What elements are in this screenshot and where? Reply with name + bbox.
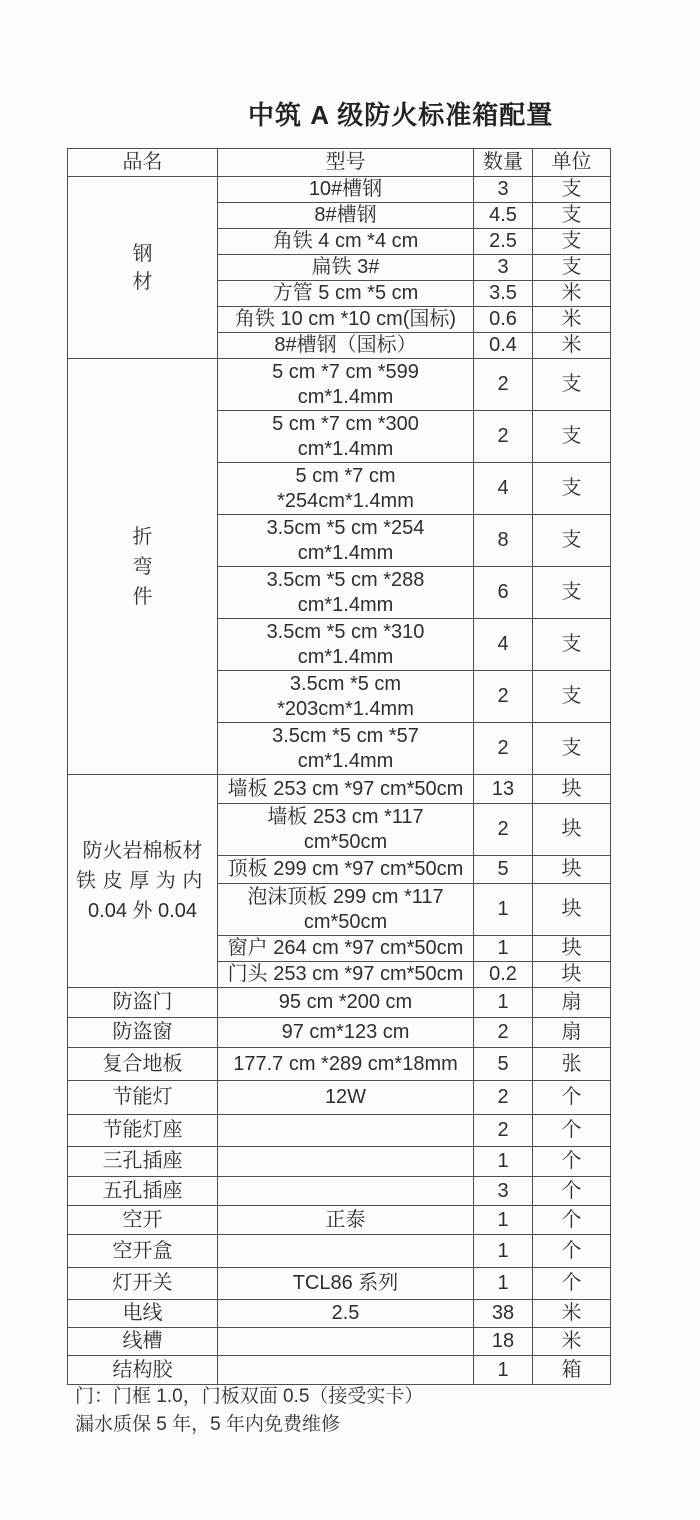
- cell-model: 3.5cm *5 cm *203cm*1.4mm: [218, 671, 474, 723]
- cell-quantity: 2: [474, 671, 533, 723]
- cell-model: [218, 1115, 474, 1147]
- column-header-quantity: 数量: [474, 149, 533, 177]
- cell-quantity: 3: [474, 1177, 533, 1206]
- cell-quantity: 2: [474, 804, 533, 856]
- cell-product-name: 防火岩棉板材 铁皮厚为内 0.04 外 0.04: [68, 775, 218, 988]
- column-header-model: 型号: [218, 149, 474, 177]
- cell-quantity: 38: [474, 1300, 533, 1328]
- cell-quantity: 1: [474, 1356, 533, 1385]
- cell-quantity: 1: [474, 1206, 533, 1235]
- cell-quantity: 4: [474, 619, 533, 671]
- cell-model: 5 cm *7 cm *300 cm*1.4mm: [218, 411, 474, 463]
- cell-model: 2.5: [218, 1300, 474, 1328]
- cell-unit: 个: [533, 1206, 611, 1235]
- table-row: [68, 1177, 611, 1206]
- cell-quantity: 4: [474, 463, 533, 515]
- cell-model: 角铁 4 cm *4 cm: [218, 229, 474, 255]
- cell-product-name: 防盗门: [68, 988, 218, 1018]
- cell-product-name: 节能灯: [68, 1081, 218, 1115]
- cell-quantity: 5: [474, 1048, 533, 1081]
- cell-quantity: 2: [474, 1018, 533, 1048]
- cell-unit: 个: [533, 1115, 611, 1147]
- cell-product-name: 空开盒: [68, 1235, 218, 1268]
- cell-quantity: 1: [474, 884, 533, 936]
- table-row: [68, 1081, 611, 1115]
- cell-quantity: 2: [474, 723, 533, 775]
- cell-unit: 个: [533, 1235, 611, 1268]
- cell-model: 扁铁 3#: [218, 255, 474, 281]
- cell-model: 正泰: [218, 1206, 474, 1235]
- spec-table-body: [68, 177, 611, 1385]
- cell-quantity: 8: [474, 515, 533, 567]
- cell-unit: 块: [533, 775, 611, 804]
- cell-model: TCL86 系列: [218, 1268, 474, 1300]
- cell-unit: 张: [533, 1048, 611, 1081]
- cell-quantity: 5: [474, 856, 533, 884]
- cell-unit: 块: [533, 804, 611, 856]
- cell-model: 5 cm *7 cm *254cm*1.4mm: [218, 463, 474, 515]
- cell-unit: 块: [533, 884, 611, 936]
- cell-product-name: 防盗窗: [68, 1018, 218, 1048]
- cell-model: 177.7 cm *289 cm*18mm: [218, 1048, 474, 1081]
- table-row: [68, 1115, 611, 1147]
- cell-unit: 支: [533, 203, 611, 229]
- footnote-door-spec: 门：门框 1.0，门板双面 0.5（接受实卡）: [75, 1386, 424, 1407]
- cell-model: 泡沫顶板 299 cm *117 cm*50cm: [218, 884, 474, 936]
- cell-unit: 个: [533, 1177, 611, 1206]
- cell-model: 角铁 10 cm *10 cm(国标): [218, 307, 474, 333]
- cell-model: 10#槽钢: [218, 177, 474, 203]
- cell-unit: 个: [533, 1081, 611, 1115]
- cell-unit: 个: [533, 1147, 611, 1177]
- column-header-unit: 单位: [533, 149, 611, 177]
- cell-model: 顶板 299 cm *97 cm*50cm: [218, 856, 474, 884]
- table-row: [68, 1328, 611, 1356]
- cell-unit: 支: [533, 619, 611, 671]
- cell-unit: 箱: [533, 1356, 611, 1385]
- cell-model: 3.5cm *5 cm *310 cm*1.4mm: [218, 619, 474, 671]
- cell-quantity: 13: [474, 775, 533, 804]
- cell-quantity: 2.5: [474, 229, 533, 255]
- cell-unit: 米: [533, 281, 611, 307]
- cell-unit: 扇: [533, 988, 611, 1018]
- cell-model: [218, 1177, 474, 1206]
- header-row: [68, 149, 611, 177]
- cell-model: 门头 253 cm *97 cm*50cm: [218, 962, 474, 988]
- cell-product-name: 电线: [68, 1300, 218, 1328]
- cell-product-name: 五孔插座: [68, 1177, 218, 1206]
- cell-quantity: 6: [474, 567, 533, 619]
- cell-model: 95 cm *200 cm: [218, 988, 474, 1018]
- cell-quantity: 2: [474, 1115, 533, 1147]
- cell-model: [218, 1147, 474, 1177]
- cell-product-name: 线槽: [68, 1328, 218, 1356]
- cell-unit: 支: [533, 177, 611, 203]
- cell-model: 墙板 253 cm *117 cm*50cm: [218, 804, 474, 856]
- cell-quantity: 1: [474, 936, 533, 962]
- column-header-product-name: 品名: [68, 149, 218, 177]
- cell-model: 墙板 253 cm *97 cm*50cm: [218, 775, 474, 804]
- cell-quantity: 2: [474, 1081, 533, 1115]
- table-row: [68, 775, 611, 804]
- cell-model: 12W: [218, 1081, 474, 1115]
- cell-unit: 支: [533, 463, 611, 515]
- table-row: [68, 1018, 611, 1048]
- cell-model: 3.5cm *5 cm *57 cm*1.4mm: [218, 723, 474, 775]
- cell-quantity: 1: [474, 1235, 533, 1268]
- cell-unit: 支: [533, 671, 611, 723]
- cell-model: 97 cm*123 cm: [218, 1018, 474, 1048]
- table-row: [68, 1048, 611, 1081]
- cell-unit: 支: [533, 567, 611, 619]
- cell-product-name: 灯开关: [68, 1268, 218, 1300]
- cell-model: 5 cm *7 cm *599 cm*1.4mm: [218, 359, 474, 411]
- table-row: [68, 1147, 611, 1177]
- cell-unit: 支: [533, 229, 611, 255]
- cell-product-name: 折 弯 件: [68, 359, 218, 775]
- cell-quantity: 2: [474, 359, 533, 411]
- cell-product-name: 空开: [68, 1206, 218, 1235]
- table-row: [68, 1300, 611, 1328]
- cell-quantity: 1: [474, 1147, 533, 1177]
- cell-unit: 个: [533, 1268, 611, 1300]
- cell-product-name: 结构胶: [68, 1356, 218, 1385]
- cell-unit: 块: [533, 962, 611, 988]
- cell-unit: 块: [533, 936, 611, 962]
- cell-model: 8#槽钢（国标）: [218, 333, 474, 359]
- cell-unit: 支: [533, 255, 611, 281]
- cell-unit: 块: [533, 856, 611, 884]
- cell-unit: 支: [533, 515, 611, 567]
- table-row: [68, 1268, 611, 1300]
- cell-unit: 米: [533, 1328, 611, 1356]
- table-row: [68, 359, 611, 411]
- cell-unit: 支: [533, 359, 611, 411]
- cell-quantity: 0.4: [474, 333, 533, 359]
- cell-product-name: 节能灯座: [68, 1115, 218, 1147]
- cell-quantity: 3: [474, 177, 533, 203]
- cell-model: 窗户 264 cm *97 cm*50cm: [218, 936, 474, 962]
- cell-model: 方管 5 cm *5 cm: [218, 281, 474, 307]
- cell-model: [218, 1328, 474, 1356]
- cell-quantity: 2: [474, 411, 533, 463]
- cell-quantity: 0.6: [474, 307, 533, 333]
- footnote-warranty: 漏水质保 5 年，5 年内免费维修: [75, 1414, 340, 1435]
- cell-quantity: 1: [474, 1268, 533, 1300]
- cell-model: [218, 1356, 474, 1385]
- table-row: [68, 988, 611, 1018]
- cell-unit: 扇: [533, 1018, 611, 1048]
- cell-model: [218, 1235, 474, 1268]
- cell-quantity: 3: [474, 255, 533, 281]
- cell-unit: 支: [533, 411, 611, 463]
- cell-quantity: 3.5: [474, 281, 533, 307]
- table-row: [68, 177, 611, 203]
- cell-unit: 米: [533, 333, 611, 359]
- cell-quantity: 18: [474, 1328, 533, 1356]
- cell-quantity: 1: [474, 988, 533, 1018]
- cell-model: 3.5cm *5 cm *288 cm*1.4mm: [218, 567, 474, 619]
- table-row: [68, 1235, 611, 1268]
- cell-quantity: 0.2: [474, 962, 533, 988]
- page-title: 中筑 A 级防火标准箱配置: [248, 100, 554, 130]
- cell-unit: 米: [533, 307, 611, 333]
- spec-table: [67, 148, 611, 1385]
- cell-unit: 米: [533, 1300, 611, 1328]
- cell-product-name: 复合地板: [68, 1048, 218, 1081]
- cell-product-name: 钢 材: [68, 177, 218, 359]
- table-row: [68, 1356, 611, 1385]
- cell-product-name: 三孔插座: [68, 1147, 218, 1177]
- cell-quantity: 4.5: [474, 203, 533, 229]
- cell-unit: 支: [533, 723, 611, 775]
- cell-model: 3.5cm *5 cm *254 cm*1.4mm: [218, 515, 474, 567]
- spec-table-header: [68, 149, 611, 177]
- cell-model: 8#槽钢: [218, 203, 474, 229]
- table-row: [68, 1206, 611, 1235]
